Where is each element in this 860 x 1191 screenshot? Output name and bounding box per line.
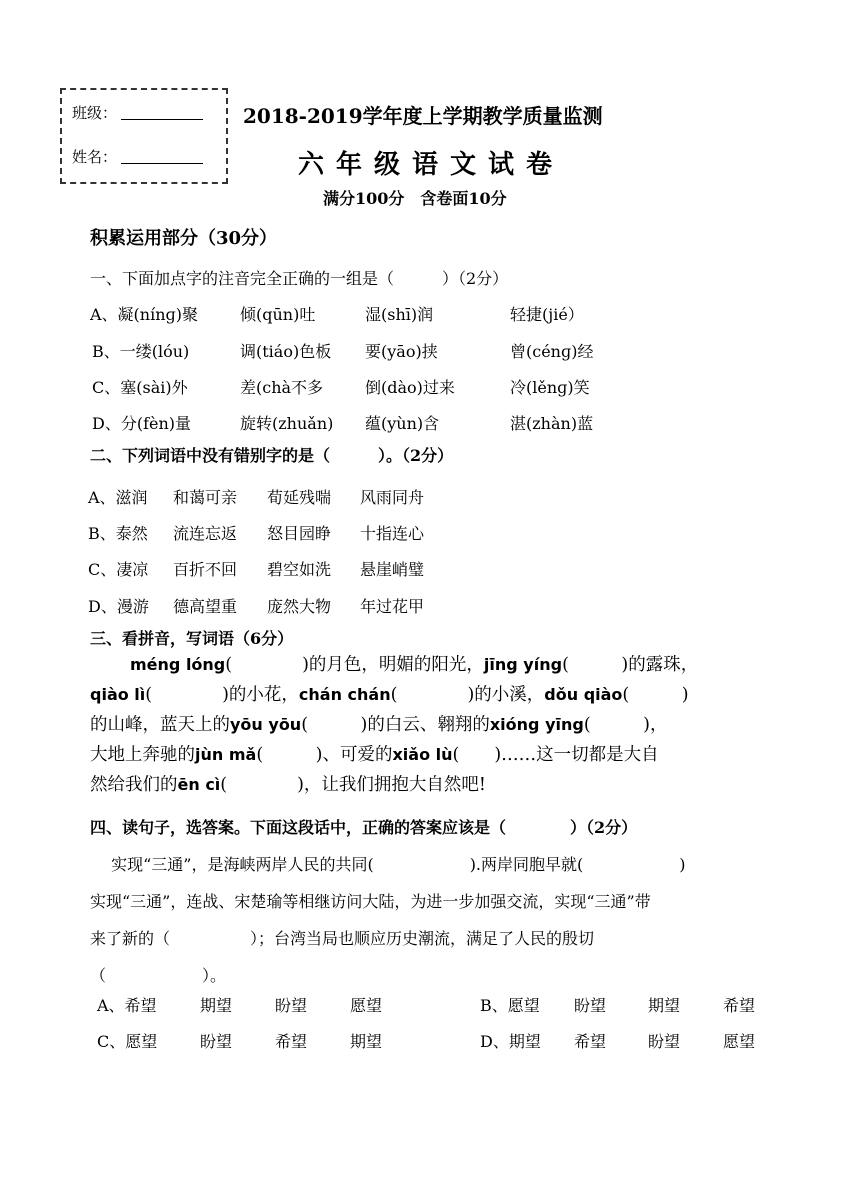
option-item: C、愿望	[97, 1032, 158, 1051]
option-item: D、期望	[480, 1032, 541, 1051]
option-item: D、漫游	[88, 597, 149, 616]
option-item: B、泰然	[88, 524, 148, 543]
option-item: B、一缕(lóu)	[92, 342, 190, 361]
option-item: 期望	[200, 996, 233, 1015]
option-item: 蕴(yùn)含	[365, 414, 440, 433]
option-item: 盼望	[648, 1032, 681, 1051]
pinyin-line-text: ( )……这一切都是大自	[452, 745, 659, 765]
exam-year-title: 2018-2019学年度上学期教学质量监测	[243, 104, 603, 128]
option-item: 愿望	[723, 1032, 756, 1051]
option-item: 差(chà不多	[240, 378, 324, 397]
option-item: 年过花甲	[360, 597, 425, 616]
option-item: C、凄凉	[88, 560, 149, 579]
option-item: C、塞(sài)外	[92, 378, 188, 397]
option-item: 调(tiáo)色板	[240, 342, 332, 361]
option-item: 十指连心	[360, 524, 425, 543]
q4-paragraph-line: 来了新的（ ）；台湾当局也顺应历史潮流，满足了人民的殷切	[90, 929, 595, 948]
option-item: 期望	[350, 1032, 383, 1051]
class-blank[interactable]	[121, 119, 203, 120]
pinyin-line	[90, 680, 780, 710]
pinyin-word: dǒu qiào	[544, 685, 623, 704]
pinyin-line	[90, 770, 780, 800]
exam-score-info: 满分100分 含卷面10分	[323, 189, 507, 208]
pinyin-word: méng lóng	[130, 655, 226, 674]
option-item: 悬崖峭璧	[360, 560, 425, 579]
pinyin-line	[90, 650, 780, 680]
q3-pinyin-block	[90, 650, 780, 800]
option-item: 倾(qūn)吐	[240, 305, 316, 324]
option-item: 碧空如洗	[267, 560, 332, 579]
option-item: 愿望	[350, 996, 383, 1015]
pinyin-word: yōu yōu	[230, 715, 302, 734]
q2-title: 二、下列词语中没有错别字的是（ ）。（2分）	[90, 446, 454, 465]
option-item: 要(yāo)挟	[365, 342, 438, 361]
pinyin-word: qiào lì	[90, 685, 146, 704]
option-item: 风雨同舟	[360, 488, 425, 507]
pinyin-word: jīng yíng	[483, 655, 563, 674]
option-item: 轻捷(jié）	[510, 305, 584, 324]
pinyin-line-text: 大地上奔驰的	[90, 745, 195, 765]
q4-paragraph-line: 实现“三通”，连战、宋楚瑜等相继访问大陆，为进一步加强交流，实现“三通”带	[90, 892, 651, 911]
option-item: D、分(fèn)量	[92, 414, 192, 433]
student-info-box	[60, 88, 228, 184]
class-label: 班级：	[72, 104, 118, 122]
name-field	[72, 146, 203, 167]
q3-title: 三、看拼音，写词语（6分）	[90, 629, 294, 648]
pinyin-line-text: ( )的露珠，	[562, 655, 699, 675]
option-item: 盼望	[200, 1032, 233, 1051]
name-label: 姓名：	[72, 148, 118, 166]
q4-paragraph-line: 实现“三通”，是海峡两岸人民的共同( ).两岸同胞早就( )	[90, 855, 686, 874]
pinyin-line-text: ( )，	[583, 715, 668, 735]
pinyin-word: ēn cì	[177, 775, 221, 794]
option-item: 盼望	[275, 996, 308, 1015]
option-item: 百折不回	[173, 560, 238, 579]
pinyin-line-text: ( )的小溪，	[390, 685, 545, 705]
option-item: 希望	[723, 996, 756, 1015]
option-item: A、希望	[97, 996, 157, 1015]
option-item: B、愿望	[480, 996, 540, 1015]
pinyin-line-text: ( )的小花，	[145, 685, 299, 705]
option-item: 庞然大物	[267, 597, 332, 616]
option-item: 冷(lěnɡ)笑	[510, 378, 590, 397]
option-item: 荀延残喘	[267, 488, 332, 507]
option-item: 流连忘返	[173, 524, 238, 543]
pinyin-word: xióng yīng	[489, 715, 584, 734]
pinyin-line-text: ( )	[622, 685, 689, 705]
pinyin-line-text: ( )，让我们拥抱大自然吧!	[220, 775, 486, 795]
pinyin-word: chán chán	[298, 685, 391, 704]
option-item: 湿(shī)润	[365, 305, 434, 324]
pinyin-line-text: 然给我们的	[90, 775, 178, 795]
section-title: 积累运用部分（30分）	[90, 228, 278, 249]
pinyin-word: jùn mǎ	[195, 745, 257, 764]
pinyin-line	[90, 710, 780, 740]
option-item: 盼望	[574, 996, 607, 1015]
option-item: 德高望重	[173, 597, 238, 616]
option-item: 希望	[275, 1032, 308, 1051]
pinyin-word: xiǎo lù	[392, 745, 453, 764]
pinyin-line	[90, 740, 780, 770]
option-item: A、滋润	[88, 488, 148, 507]
q4-title: 四、读句子，选答案。下面这段话中，正确的答案应该是（ ）（2分）	[90, 818, 638, 837]
q4-paragraph	[90, 846, 790, 994]
pinyin-line-text: ( )的白云、翱翔的	[301, 715, 490, 735]
option-item: 希望	[574, 1032, 607, 1051]
option-item: 期望	[648, 996, 681, 1015]
option-item: 倒(dào)过来	[365, 378, 455, 397]
pinyin-line-text: ( )的月色，明媚的阳光，	[225, 655, 484, 675]
class-field	[72, 102, 203, 123]
q4-paragraph-line: （ ）。	[90, 966, 227, 985]
option-item: A、凝(nínɡ)聚	[90, 305, 199, 324]
option-item: 和蔼可亲	[173, 488, 238, 507]
name-blank[interactable]	[121, 163, 203, 164]
pinyin-line-text: 的山峰，蓝天上的	[90, 715, 230, 735]
option-item: 旋转(zhuǎn)	[240, 414, 334, 433]
q1-title: 一、下面加点字的注音完全正确的一组是（ ）（2分）	[90, 269, 509, 288]
option-item: 曾(cénɡ)经	[510, 342, 594, 361]
option-item: 怒目园睁	[267, 524, 332, 543]
option-item: 湛(zhàn)蓝	[510, 414, 594, 433]
exam-title: 六年级语文试卷	[298, 150, 565, 180]
pinyin-line-text: ( )、可爱的	[256, 745, 393, 765]
